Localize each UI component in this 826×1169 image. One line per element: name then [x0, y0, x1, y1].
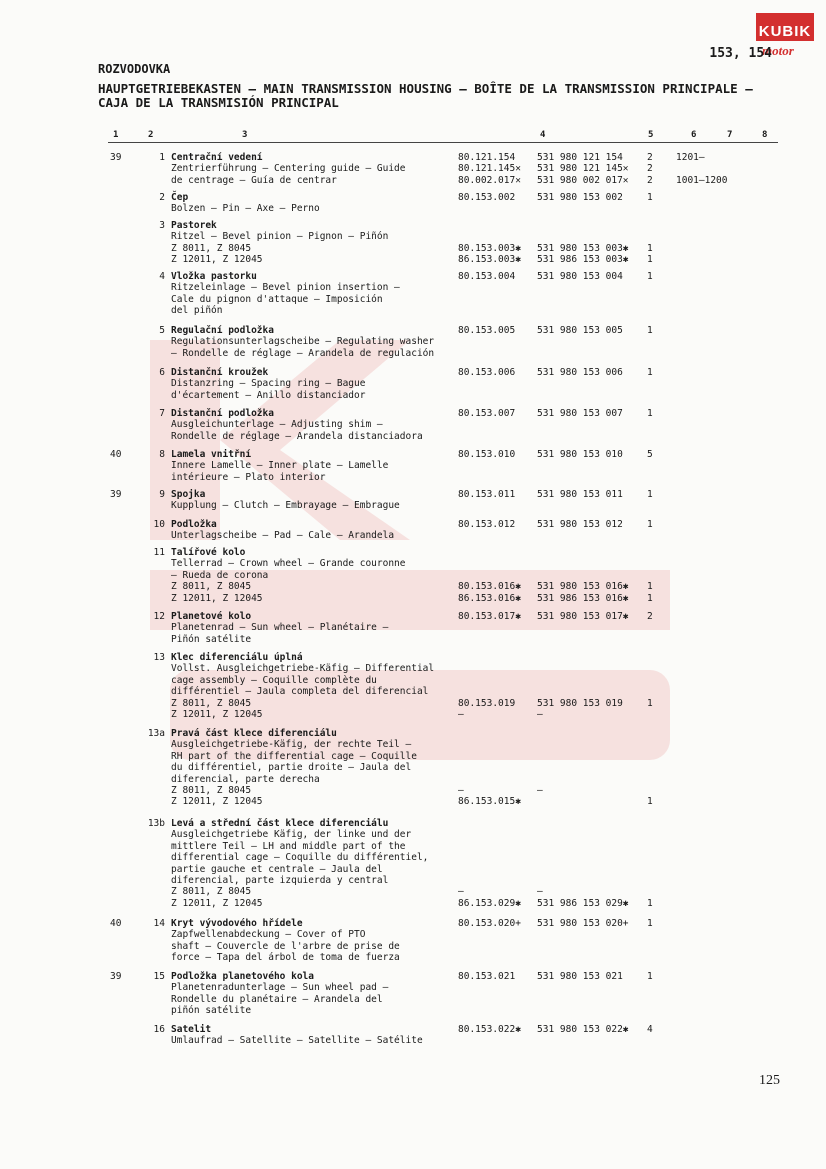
part-number: 80.153.016✱: [458, 581, 521, 593]
column-header-6: 6: [691, 130, 697, 140]
part-name: Distanční kroužek: [171, 367, 269, 378]
position-number: 13a: [147, 728, 165, 739]
position-number: 6: [159, 367, 165, 378]
catalog-number: 531 980 153 006: [537, 367, 623, 378]
description-line: force — Tapa del árbol de toma de fuerza: [171, 952, 400, 964]
catalog-number: 531 986 153 003✱: [537, 254, 629, 266]
part-name: Vložka pastorku: [171, 271, 257, 282]
position-number: 13: [153, 652, 165, 663]
catalog-number: 531 980 153 004: [537, 271, 623, 282]
part-name: Klec diferenciálu úplná: [171, 652, 303, 663]
part-name: Centrační vedení: [171, 152, 263, 163]
part-description: [171, 918, 461, 964]
quantity: 4: [647, 1024, 653, 1035]
description-line: Z 8011, Z 8045: [171, 886, 252, 898]
part-number: —: [458, 785, 464, 796]
part-description: [171, 547, 461, 604]
catalog-number: 531 980 153 011: [537, 489, 623, 500]
column-header-3: 3: [242, 130, 248, 140]
description-line: Bolzen — Pin — Axe — Perno: [171, 203, 320, 215]
part-number: —: [458, 886, 464, 898]
part-description: [171, 408, 461, 442]
description-line: Rondelle de réglage — Arandela distanciadora: [171, 430, 423, 442]
part-number: 80.153.002: [458, 192, 516, 203]
part-number: 86.153.016✱: [458, 592, 521, 604]
description-line: differential cage — Coquille du différentiel,: [171, 852, 429, 864]
position-number: 4: [159, 271, 165, 282]
quantity: 1: [647, 367, 653, 378]
part-description: [171, 152, 461, 186]
description-line: Vollst. Ausgleichgetriebe-Käfig — Differential: [171, 663, 435, 675]
figure-number: 39: [110, 489, 122, 500]
part-name: Kryt vývodového hřídele: [171, 918, 303, 929]
description-line: cage assembly — Coquille complète du: [171, 674, 377, 686]
description-line: intérieure — Plato interior: [171, 471, 326, 483]
position-number: 15: [153, 971, 165, 982]
figure-number: 40: [110, 449, 122, 460]
part-description: [171, 1024, 461, 1047]
column-header-2: 2: [148, 130, 154, 140]
description-line: Planetenrad — Sun wheel — Planétaire —: [171, 622, 389, 634]
part-name: Regulační podložka: [171, 325, 274, 336]
description-line: Z 8011, Z 8045: [171, 697, 252, 709]
part-name: Podložka: [171, 519, 217, 530]
part-number: 86.153.003✱: [458, 254, 521, 266]
description-line: Z 12011, Z 12045: [171, 254, 263, 266]
description-line: Zentrierführung — Centering guide — Guide: [171, 163, 406, 175]
catalog-number: 531 980 153 021: [537, 971, 623, 982]
position-number: 16: [153, 1024, 165, 1035]
description-line: partie gauche et centrale — Jaula del: [171, 863, 383, 875]
quantity: 1: [647, 519, 653, 530]
description-line: Planetenradunterlage — Sun wheel pad —: [171, 982, 389, 994]
quantity: 2: [647, 163, 653, 175]
quantity: 1: [647, 971, 653, 982]
part-description: [171, 325, 461, 359]
part-description: [171, 367, 461, 401]
position-number: 13b: [147, 818, 165, 829]
catalog-number: 531 980 153 020+: [537, 918, 629, 929]
part-number: 80.153.017✱: [458, 611, 521, 622]
description-line: Unterlagscheibe — Pad — Cale — Arandela: [171, 530, 395, 542]
part-name: Čep: [171, 192, 189, 203]
quantity: 1: [647, 697, 653, 709]
description-line: Distanzring — Spacing ring — Bague: [171, 378, 366, 390]
part-description: [171, 220, 461, 266]
part-number: 86.153.029✱: [458, 897, 521, 909]
description-line: mittlere Teil — LH and middle part of the: [171, 840, 406, 852]
description-line: RH part of the differential cage — Coquille: [171, 750, 417, 762]
position-number: 11: [153, 547, 165, 558]
figure-number: 39: [110, 971, 122, 982]
part-name: Satelit: [171, 1024, 212, 1035]
description-line: Innere Lamelle — Inner plate — Lamelle: [171, 460, 389, 472]
position-number: 1: [159, 152, 165, 163]
description-line: d'écartement — Anillo distanciador: [171, 389, 366, 401]
part-description: [171, 728, 461, 808]
part-number: 80.153.022✱: [458, 1024, 521, 1035]
part-number: 80.153.010: [458, 449, 516, 460]
figure-number: 40: [110, 918, 122, 929]
catalog-number: 531 986 153 016✱: [537, 592, 629, 604]
description-line: Ritzeleinlage — Bevel pinion insertion —: [171, 282, 400, 294]
part-description: [171, 489, 461, 512]
part-name: Spojka: [171, 489, 206, 500]
description-line: — Rondelle de réglage — Arandela de regulación: [171, 347, 435, 359]
catalog-number: 531 980 153 002: [537, 192, 623, 203]
serial-range: 1201—: [676, 152, 705, 163]
catalog-number: 531 980 121 154: [537, 152, 623, 163]
description-line: piñón satélite: [171, 1005, 252, 1017]
description-line: Zapfwellenabdeckung — Cover of PTO: [171, 929, 366, 941]
catalog-number: 531 980 153 010: [537, 449, 623, 460]
catalog-number: 531 980 121 145✕: [537, 163, 629, 175]
position-number: 3: [159, 220, 165, 231]
part-number: 80.002.017✕: [458, 174, 521, 186]
quantity: 2: [647, 174, 653, 186]
catalog-number: —: [537, 709, 543, 720]
catalog-number: 531 980 153 022✱: [537, 1024, 629, 1035]
figure-number: 39: [110, 152, 122, 163]
catalog-number: 531 986 153 029✱: [537, 897, 629, 909]
description-line: Ausgleichgetriebe Käfig, der linke und der: [171, 829, 412, 841]
part-number: 80.121.154: [458, 152, 516, 163]
catalog-number: 531 980 153 016✱: [537, 581, 629, 593]
part-name: Distanční podložka: [171, 408, 274, 419]
part-number: 80.153.020+: [458, 918, 521, 929]
part-name: Lamela vnitřní: [171, 449, 252, 460]
column-header-8: 8: [762, 130, 768, 140]
part-description: [171, 611, 461, 645]
description-line: Piñón satélite: [171, 633, 252, 645]
description-line: Regulationsunterlagscheibe — Regulating washer: [171, 336, 435, 348]
description-line: Z 12011, Z 12045: [171, 897, 263, 909]
part-description: [171, 192, 461, 215]
description-line: Z 12011, Z 12045: [171, 796, 263, 808]
page-subtitle: HAUPTGETRIEBEKASTEN — MAIN TRANSMISSION HOUSING — BOÎTE DE LA TRANSMISSION PRINCIPALE — CAJA DE LA TRANSMISIÓN PRINCIPAL: [98, 81, 753, 110]
part-description: [171, 449, 461, 483]
quantity: 1: [647, 796, 653, 808]
catalog-number: 531 980 153 012: [537, 519, 623, 530]
serial-range: 1001—1200: [676, 174, 728, 186]
part-number: 80.121.145✕: [458, 163, 521, 175]
part-name: Podložka planetového kola: [171, 971, 314, 982]
part-name: Levá a střední část klece diferenciálu: [171, 818, 389, 829]
column-header-4: 4: [540, 130, 546, 140]
part-name: Talířové kolo: [171, 547, 246, 558]
quantity: 1: [647, 581, 653, 593]
quantity: 2: [647, 611, 653, 622]
position-number: 8: [159, 449, 165, 460]
catalog-number: —: [537, 785, 543, 796]
part-name: Pastorek: [171, 220, 217, 231]
logo-bar: [756, 13, 814, 23]
part-number: 80.153.007: [458, 408, 516, 419]
quantity: 1: [647, 325, 653, 336]
description-line: Cale du pignon d'attaque — Imposición: [171, 293, 383, 305]
header-divider: [108, 142, 778, 143]
quantity: 1: [647, 271, 653, 282]
position-number: 12: [153, 611, 165, 622]
part-number: 86.153.015✱: [458, 796, 521, 808]
description-line: Z 8011, Z 8045: [171, 581, 252, 593]
logo-sub: motor: [762, 43, 794, 58]
position-number: 5: [159, 325, 165, 336]
part-number: 80.153.019: [458, 697, 516, 709]
quantity: 1: [647, 408, 653, 419]
catalog-number: 531 980 002 017✕: [537, 174, 629, 186]
position-number: 14: [153, 918, 165, 929]
part-number: —: [458, 709, 464, 720]
quantity: 1: [647, 254, 653, 266]
description-line: — Rueda de corona: [171, 569, 269, 581]
position-number: 10: [153, 519, 165, 530]
description-line: Ausgleichunterlage — Adjusting shim —: [171, 419, 383, 431]
quantity: 1: [647, 192, 653, 203]
catalog-number: 531 980 153 003✱: [537, 242, 629, 254]
description-line: Rondelle du planétaire — Arandela del: [171, 993, 383, 1005]
page-reference: 153, 154: [709, 46, 772, 61]
description-line: Kupplung — Clutch — Embrayage — Embrague: [171, 500, 400, 512]
quantity: 5: [647, 449, 653, 460]
part-name: Pravá část klece diferenciálu: [171, 728, 337, 739]
quantity: 1: [647, 918, 653, 929]
column-header-7: 7: [727, 130, 733, 140]
description-line: différentiel — Jaula completa del diferencial: [171, 686, 429, 698]
description-line: Z 8011, Z 8045: [171, 785, 252, 797]
quantity: 1: [647, 592, 653, 604]
part-number: 80.153.011: [458, 489, 516, 500]
catalog-number: —: [537, 886, 543, 898]
description-line: Tellerrad — Crown wheel — Grande couronne: [171, 558, 406, 570]
part-name: Planetové kolo: [171, 611, 252, 622]
description-line: Z 12011, Z 12045: [171, 592, 263, 604]
catalog-number: 531 980 153 007: [537, 408, 623, 419]
quantity: 1: [647, 489, 653, 500]
description-line: Ausgleichgetriebe-Käfig, der rechte Teil —: [171, 739, 412, 751]
part-description: [171, 271, 461, 317]
quantity: 1: [647, 242, 653, 254]
catalog-number: 531 980 153 017✱: [537, 611, 629, 622]
part-number: 80.153.006: [458, 367, 516, 378]
part-description: [171, 652, 461, 720]
position-number: 7: [159, 408, 165, 419]
part-number: 80.153.004: [458, 271, 516, 282]
part-number: 80.153.005: [458, 325, 516, 336]
description-line: Ritzel — Bevel pinion — Pignon — Piñón: [171, 231, 389, 243]
catalog-number: 531 980 153 019: [537, 697, 623, 709]
logo-word: KUBIK: [756, 23, 814, 41]
part-number: 80.153.003✱: [458, 242, 521, 254]
page-title: ROZVODOVKA: [98, 62, 171, 76]
description-line: diferencial, parte izquierda y central: [171, 875, 389, 887]
part-description: [171, 971, 461, 1017]
part-number: 80.153.021: [458, 971, 516, 982]
description-line: du différentiel, partie droite — Jaula del: [171, 762, 412, 774]
quantity: 1: [647, 897, 653, 909]
description-line: Umlaufrad — Satellite — Satellite — Satélite: [171, 1035, 423, 1047]
part-description: [171, 519, 461, 542]
page-number: 125: [759, 1073, 780, 1088]
quantity: 2: [647, 152, 653, 163]
description-line: del piñón: [171, 305, 223, 317]
description-line: diferencial, parte derecha: [171, 773, 320, 785]
position-number: 2: [159, 192, 165, 203]
description-line: shaft — Couvercle de l'arbre de prise de: [171, 940, 400, 952]
description-line: Z 8011, Z 8045: [171, 242, 252, 254]
catalog-number: 531 980 153 005: [537, 325, 623, 336]
description-line: de centrage — Guía de centrar: [171, 174, 337, 186]
part-description: [171, 818, 461, 909]
part-number: 80.153.012: [458, 519, 516, 530]
position-number: 9: [159, 489, 165, 500]
column-header-1: 1: [113, 130, 119, 140]
description-line: Z 12011, Z 12045: [171, 709, 263, 721]
column-header-5: 5: [648, 130, 654, 140]
